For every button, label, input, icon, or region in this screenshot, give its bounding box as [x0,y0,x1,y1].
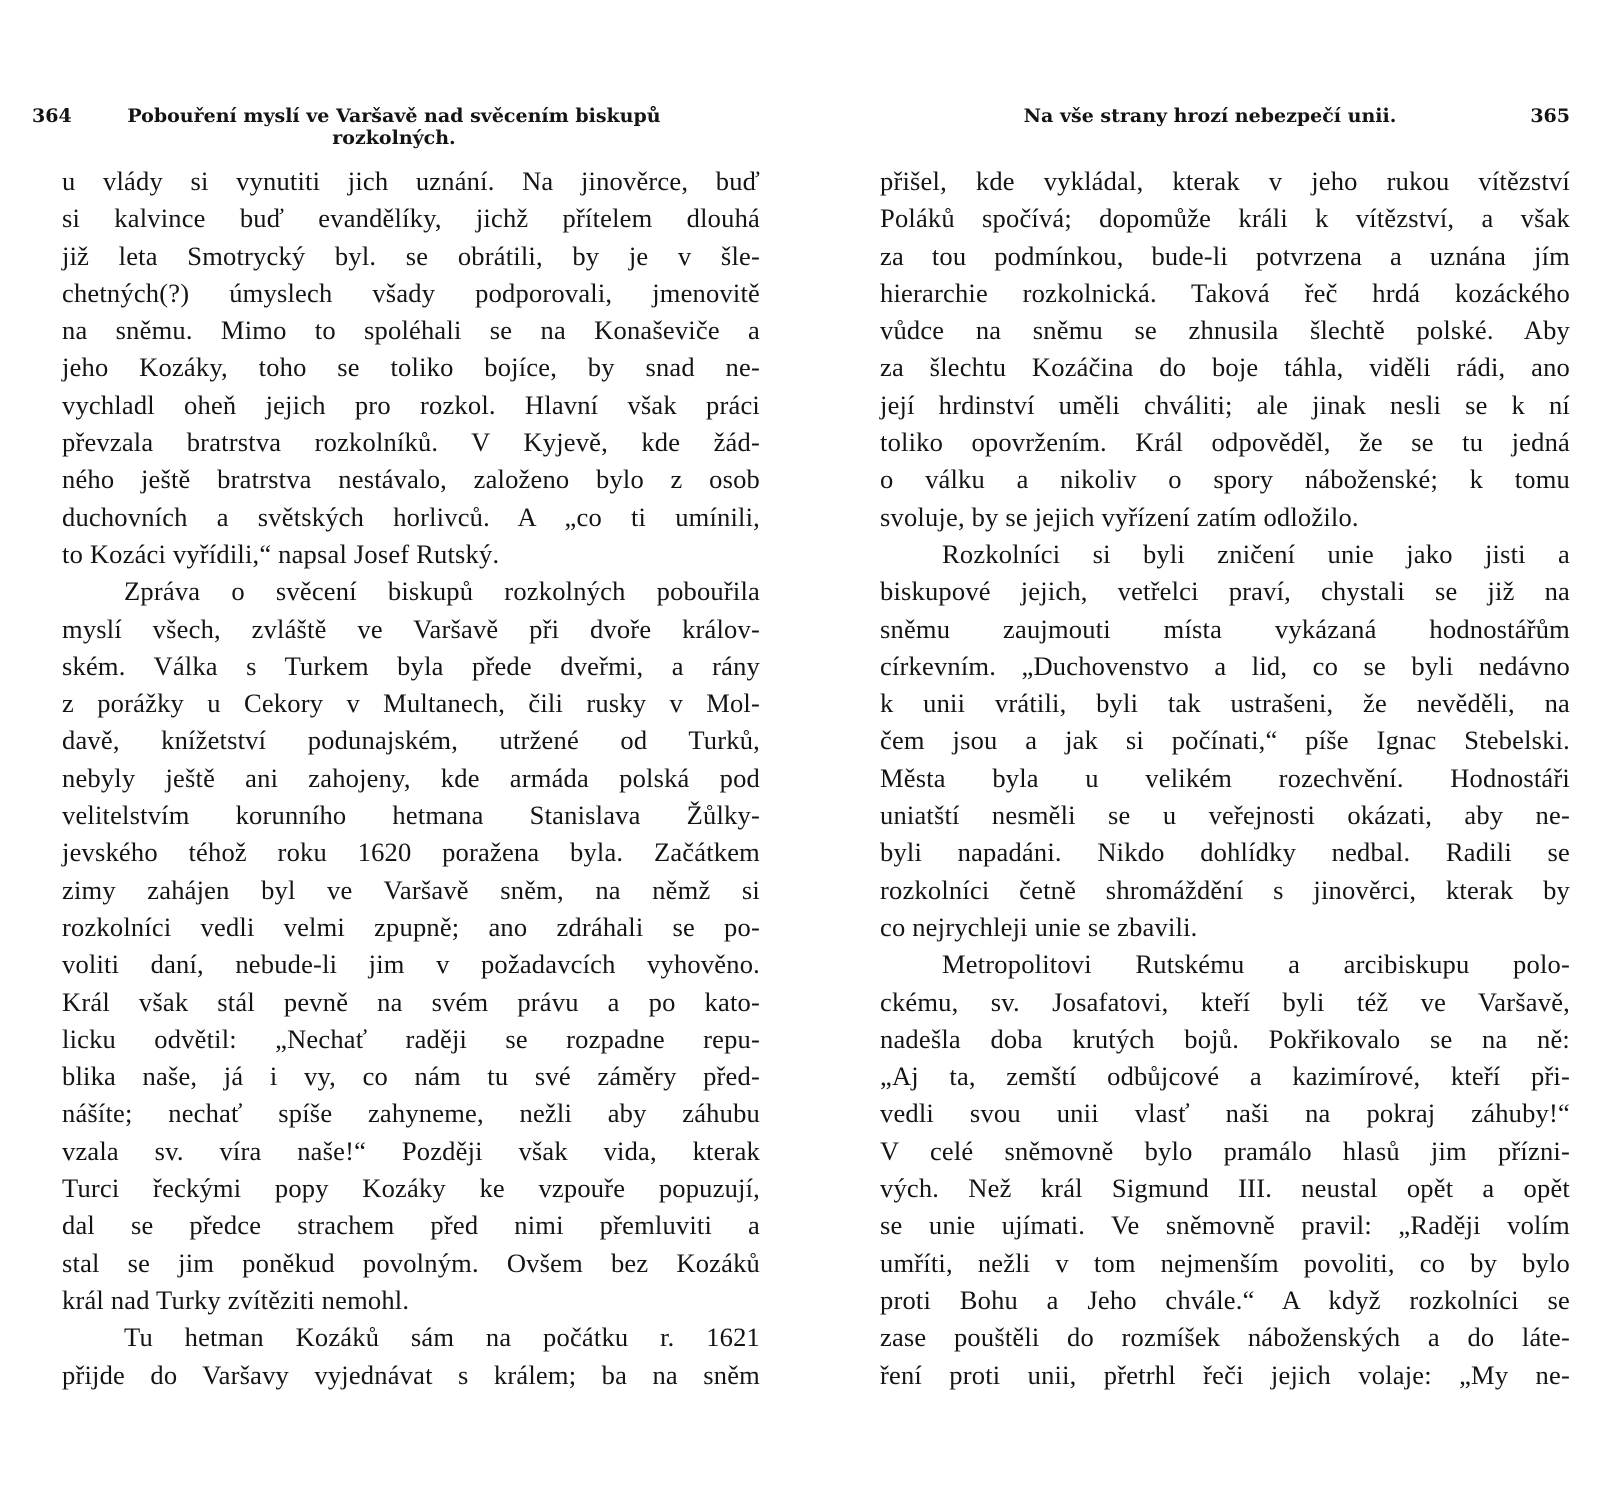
left-running-head: Pobouření myslí ve Varšavě nad svěcením biskupů rozkolných. [127,105,661,149]
text-line: sněmu zaujmouti místa vykázaná hodnostářům [880,613,1570,644]
right-page-header [880,105,1570,163]
text-line: u vlády si vynutiti jich uznání. Na jinověrce, buď [62,166,760,196]
text-line: toliko opovržením. Král odpověděl, že se tu jedná [880,427,1570,458]
text-line: Turci řeckými popy Kozáky ke vzpouře popuzují, [62,1173,760,1204]
text-line: se unie ujímati. Ve sněmovně pravil: „Raději volím [880,1210,1570,1241]
text-line: licku odvětil: „Nechať raději se rozpadne repu- [62,1023,760,1054]
text-line: byli napadáni. Nikdo dohlídky nedbal. Radili se [880,837,1570,868]
text-line: čem jsou a jak si počínati,“ píše Ignac Stebelski. [880,725,1570,756]
left-page-text [62,163,760,1394]
text-line: ském. Válka s Turkem byla přede dveřmi, a rány [62,650,760,681]
text-line: duchovních a světských horlivců. A „co ti umínili, [62,501,760,532]
text-line: ření proti unii, přetrhl řeči jejich volaje: „My ne- [880,1359,1570,1390]
right-page-number: 365 [1530,105,1570,127]
text-line: voliti daní, nebude-li jim v požadavcích vyhověno. [62,949,760,980]
text-line: za tou podmínkou, bude-li potvrzena a uznána jím [880,240,1570,271]
text-line: z porážky u Cekory v Multanech, čili rusky v Mol- [62,688,760,719]
text-line: jevského téhož roku 1620 poražena byla. Začátkem [62,837,760,868]
text-line: Rozkolníci si byli zničení unie jako jisti a [942,538,1570,569]
right-page [880,105,1570,1394]
text-line: jeho Kozáky, toho se toliko bojíce, by snad ne- [62,352,760,383]
text-line: proti Bohu a Jeho chvále.“ A když rozkolníci se [880,1284,1570,1315]
text-line: vychladl oheň jejich pro rozkol. Hlavní však práci [62,389,760,420]
text-line: vůdce na sněmu se zhnusila šlechtě polské. Aby [880,315,1570,346]
left-page-header [32,105,760,163]
text-line: převzala bratrstva rozkolníků. V Kyjevě, kde žád- [62,427,760,458]
text-line: nebyly ještě ani zahojeny, kde armáda polská pod [62,762,760,793]
text-line: zimy zahájen byl ve Varšavě sněm, na němž si [62,874,760,905]
text-line: Poláků spočívá; dopomůže králi k vítězství, a však [880,203,1570,234]
text-line: Král však stál pevně na svém právu a po kato- [62,986,760,1017]
text-line: Zpráva o svěcení biskupů rozkolných pobouřila [124,576,760,607]
text-line: uniatští nesměli se u veřejnosti okázati, aby ne- [880,800,1570,831]
text-line: vých. Než král Sigmund III. neustal opět a opět [880,1173,1570,1204]
text-line: „Aj ta, zemští odbůjcové a kazimírové, kteří při- [880,1061,1570,1092]
text-line: král nad Turky zvítěziti nemohl. [62,1284,410,1315]
text-line: co nejrychleji unie se zbavili. [880,911,1198,942]
text-line: ckému, sv. Josafatovi, kteří byli též ve Varšavě, [880,986,1570,1017]
text-line: ného ještě bratrstva nestávalo, založeno bylo z osob [62,464,760,495]
text-line: Metropolitovi Rutskému a arcibiskupu polo- [942,949,1570,980]
text-line: o válku a nikoliv o spory náboženské; k tomu [880,464,1570,495]
right-page-text [880,163,1570,1394]
text-line: velitelstvím korunního hetmana Stanislava Žůlky- [62,800,760,831]
text-line: blika naše, já i vy, co nám tu své záměry před- [62,1061,760,1092]
right-running-head: Na vše strany hrozí nebezpečí unii. [1023,105,1397,127]
left-page [32,105,760,1394]
text-line: její hrdinství uměli chváliti; ale jinak nesli se k ní [880,389,1570,420]
text-line: rozkolníci vedli velmi zpupně; ano zdráhali se po- [62,911,760,942]
text-line: hierarchie rozkolnická. Taková řeč hrdá kozáckého [880,277,1570,308]
text-line: V celé sněmovně bylo pramálo hlasů jim přízni- [880,1135,1570,1166]
text-line: umříti, nežli v tom nejmenším povoliti, co by bylo [880,1247,1570,1278]
text-line: na sněmu. Mimo to spoléhali se na Konaševiče a [62,315,760,346]
text-line: nadešla doba krutých bojů. Pokřikovalo se na ně: [880,1023,1570,1054]
text-line: přijde do Varšavy vyjednávat s králem; ba na sněm [62,1359,760,1390]
text-line: rozkolníci četně shromáždění s jinověrci, kterak by [880,874,1570,905]
text-line: přišel, kde vykládal, kterak v jeho rukou vítězství [880,166,1570,196]
text-line: za šlechtu Kozáčina do boje táhla, viděli rádi, ano [880,352,1570,383]
text-line: svoluje, by se jejich vyřízení zatím odložilo. [880,501,1359,532]
text-line: myslí všech, zvláště ve Varšavě při dvoře králov- [62,613,760,644]
text-line: dal se předce strachem před nimi přemluviti a [62,1210,760,1241]
text-line: stal se jim poněkud povolným. Ovšem bez Kozáků [62,1247,760,1278]
text-line: Města byla u velikém rozechvění. Hodnostáři [880,762,1570,793]
text-line: davě, knížetství podunajském, utržené od Turků, [62,725,760,756]
text-line: chetných(?) úmyslech všady podporovali, jmenovitě [62,277,760,308]
text-line: zase pouštěli do rozmíšek náboženských a do láte- [880,1322,1570,1353]
text-line: to Kozáci vyřídili,“ napsal Josef Rutský. [62,538,500,569]
text-line: vzala sv. víra naše!“ Později však vida, kterak [62,1135,760,1166]
text-line: vedli svou unii vlasť naši na pokraj záhuby!“ [880,1098,1570,1129]
text-line: již leta Smotrycký byl. se obrátili, by je v šle- [62,240,760,271]
text-line: Tu hetman Kozáků sám na počátku r. 1621 [124,1322,760,1353]
text-line: biskupové jejich, vetřelci praví, chystali se již na [880,576,1570,607]
text-line: si kalvince buď evandělíky, jichž přítelem dlouhá [62,203,760,234]
text-line: církevním. „Duchovenstvo a lid, co se byli nedávno [880,650,1570,681]
text-line: nášíte; nechať spíše zahyneme, nežli aby záhubu [62,1098,760,1129]
left-page-number: 364 [32,105,72,127]
text-line: k unii vrátili, byli tak ustrašeni, že nevěděli, na [880,688,1570,719]
